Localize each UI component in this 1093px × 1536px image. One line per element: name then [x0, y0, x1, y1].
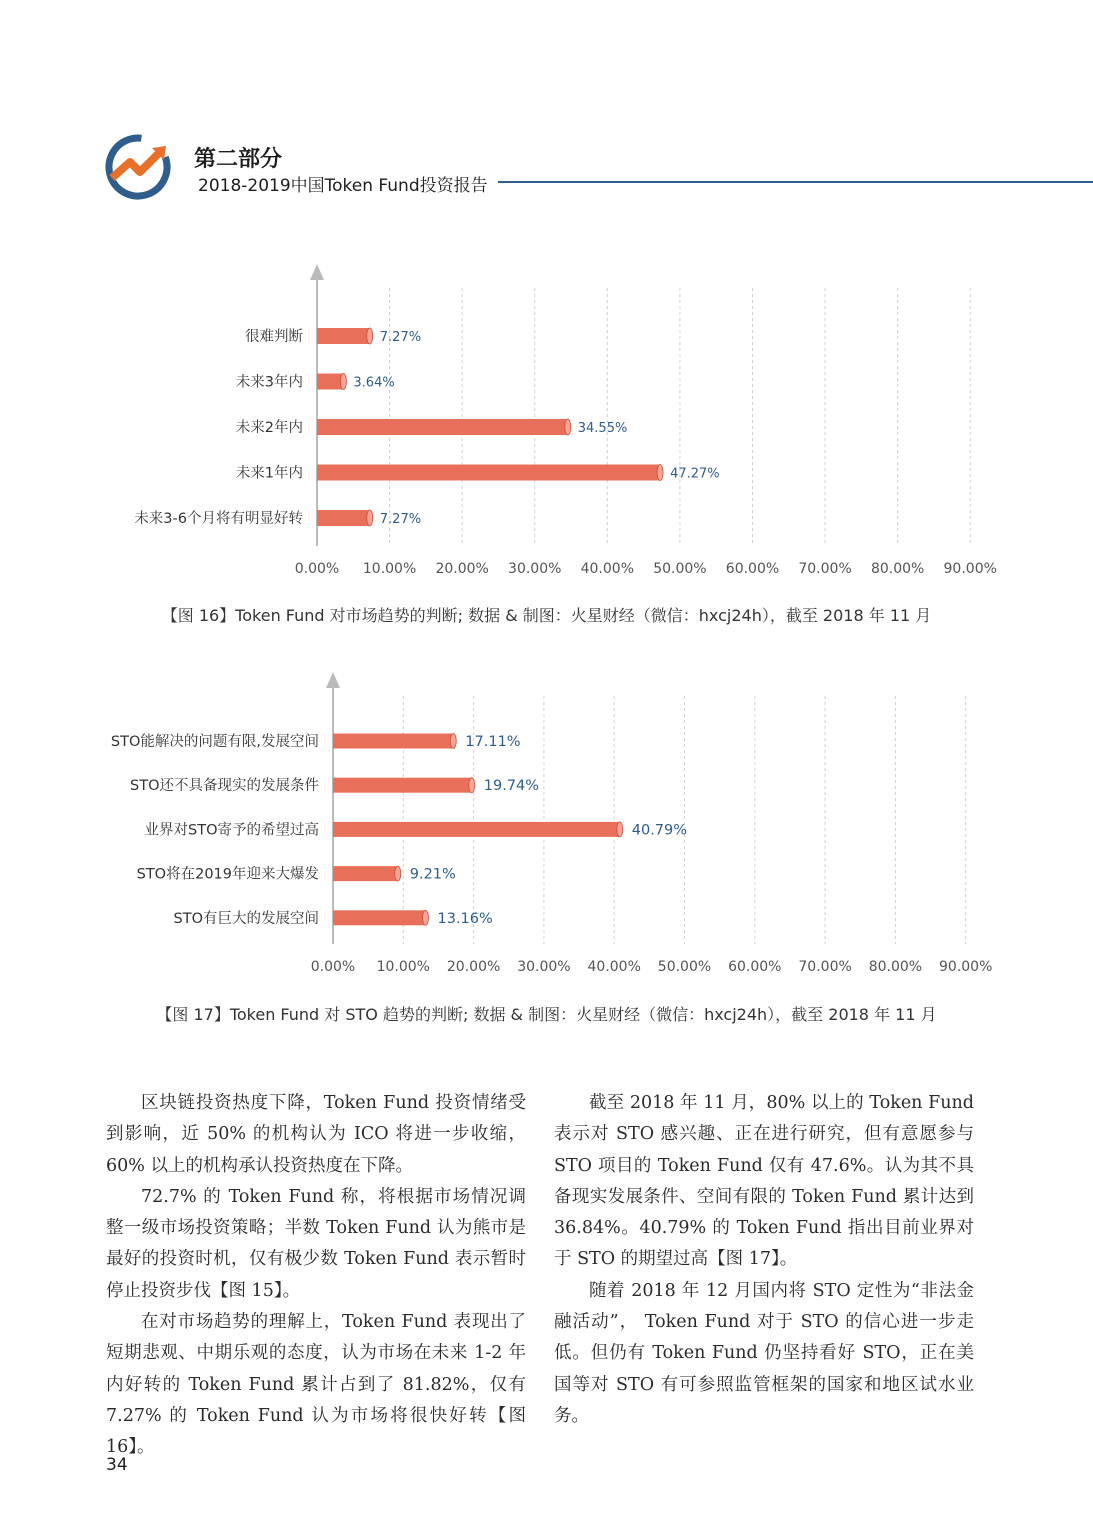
x-tick-label: 20.00%	[446, 959, 501, 975]
bar	[333, 822, 620, 837]
data-label: 3.64%	[353, 375, 395, 391]
x-tick-label: 70.00%	[798, 561, 852, 577]
bar	[317, 374, 343, 390]
category-label: 未来2年内	[235, 420, 303, 436]
data-label: 7.27%	[379, 330, 422, 345]
bar-end-cap	[367, 510, 373, 526]
paragraph: 72.7% 的 Token Fund 称，将根据市场情况调整一级市场投资策略；半数 Token Fund 认为熊市是最好的投资时机，仅有极少数 Token Fund 表示暂时停止投资步伐【图 15】。	[106, 1186, 526, 1301]
paragraph: 区块链投资热度下降，Token Fund 投资情绪受到影响，近 50% 的机构认为 ICO 将进一步收缩，60% 以上的机构承认投资热度在下降。	[106, 1093, 526, 1176]
paragraph: 截至 2018 年 11 月，80% 以上的 Token Fund 表示对 STO 感兴趣、正在进行研究，但有意愿参与 STO 项目的 Token Fund 仅有 47.6%。认为其不具备现实发展条件、空间有限的 Token Fund 累计达到 36.84%。40.79% 的 Token Fund 指出目前业界对于 STO 的期望过高【图 17】。	[554, 1093, 974, 1270]
section-part-label: 第二部分	[194, 147, 283, 172]
caption-fig16: 【图 16】Token Fund 对市场趋势的判断; 数据 & 制图：火星财经（微信：hxcj24h），截至 2018 年 11 月	[161, 606, 932, 625]
x-tick-label: 70.00%	[798, 959, 852, 975]
y-axis-arrow	[310, 264, 324, 280]
category-label: STO还不具备现实的发展条件	[130, 778, 319, 795]
data-label: 40.79%	[631, 822, 688, 839]
caption-fig17: 【图 17】Token Fund 对 STO 趋势的判断; 数据 & 制图：火星财经（微信：hxcj24h），截至 2018 年 11 月	[156, 1005, 937, 1024]
x-tick-label: 60.00%	[725, 561, 780, 577]
data-label: 9.21%	[409, 866, 456, 883]
header-rule	[498, 181, 1093, 183]
x-tick-label: 20.00%	[435, 561, 489, 577]
bar-end-cap	[367, 328, 373, 344]
data-label: 34.55%	[577, 421, 628, 436]
x-tick-label: 30.00%	[508, 561, 562, 577]
bar-end-cap	[469, 778, 475, 793]
data-label: 19.74%	[483, 778, 540, 795]
bar	[333, 910, 426, 925]
bar	[317, 419, 568, 435]
paragraph: 随着 2018 年 12 月国内将 STO 定性为“非法金融活动”， Token Fund 对于 STO 的信心进一步走低。但仍有 Token Fund 仍坚持看好 STO，正在美国等对 STO 有可参照监管框架的国家和地区试水业务。	[554, 1280, 974, 1426]
x-tick-label: 50.00%	[657, 959, 712, 975]
x-tick-label: 40.00%	[587, 959, 641, 975]
page-number: 34	[106, 1455, 128, 1475]
bar	[317, 465, 660, 481]
x-tick-label: 30.00%	[517, 959, 571, 975]
bar-end-cap	[617, 822, 623, 837]
category-label: 业界对STO寄予的希望过高	[144, 822, 319, 839]
y-axis-arrow	[326, 672, 340, 688]
bar	[317, 510, 370, 526]
x-tick-label: 80.00%	[870, 561, 925, 577]
x-tick-label: 10.00%	[376, 959, 430, 975]
x-tick-label: 0.00%	[294, 561, 340, 577]
bar-end-cap	[340, 374, 346, 390]
category-label: 未来3-6个月将有明显好转	[134, 511, 303, 527]
data-label: 17.11%	[465, 734, 521, 750]
data-label: 47.27%	[670, 466, 720, 482]
bar	[333, 778, 472, 793]
bar	[333, 866, 398, 881]
x-tick-label: 50.00%	[653, 561, 707, 577]
data-label: 13.16%	[437, 910, 493, 927]
x-tick-label: 60.00%	[728, 959, 782, 975]
bar	[333, 734, 453, 749]
category-label: 很难判断	[245, 329, 303, 345]
category-label: 未来3年内	[235, 374, 303, 391]
x-tick-label: 80.00%	[868, 959, 923, 975]
bar-end-cap	[450, 734, 456, 749]
category-label: STO有巨大的发展空间	[173, 910, 319, 927]
x-tick-label: 40.00%	[580, 561, 635, 577]
bar-end-cap	[423, 910, 429, 925]
bar-end-cap	[657, 465, 663, 481]
paragraph: 在对市场趋势的理解上，Token Fund 表现出了短期悲观、中期乐观的态度，认为市场在未来 1-2 年内好转的 Token Fund 累计占到了 81.82%，仅有 7.27% 的 Token Fund 认为市场将很快好转【图 16】。	[106, 1312, 526, 1458]
body-column-right	[554, 1088, 974, 1432]
report-title: 2018-2019中国Token Fund投资报告	[198, 176, 488, 196]
bar-end-cap	[565, 419, 571, 435]
chart-fig16	[0, 250, 1093, 590]
category-label: 未来1年内	[235, 465, 303, 482]
report-logo	[104, 132, 174, 202]
chart-fig17	[0, 660, 1093, 990]
data-label: 7.27%	[379, 512, 422, 527]
category-label: STO能解决的问题有限,发展空间	[110, 734, 319, 750]
bar-end-cap	[395, 866, 401, 881]
x-tick-label: 90.00%	[943, 561, 997, 577]
x-tick-label: 0.00%	[310, 959, 356, 975]
bar	[317, 328, 370, 344]
category-label: STO将在2019年迎来大爆发	[136, 866, 319, 883]
x-tick-label: 90.00%	[939, 959, 993, 975]
x-tick-label: 10.00%	[362, 561, 417, 577]
body-column-left	[106, 1088, 526, 1464]
